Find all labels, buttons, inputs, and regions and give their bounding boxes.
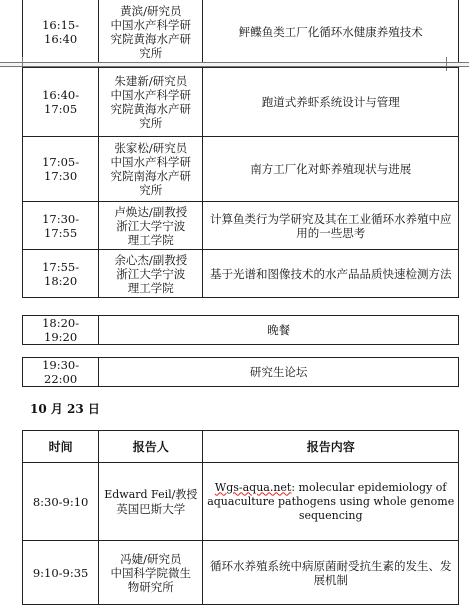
speaker-line: 余心杰/副教授 <box>114 252 188 267</box>
speaker-line: 究院黄海水产研 <box>110 31 192 46</box>
speaker-line: 中国水产科学研 <box>110 88 192 102</box>
speaker-line: 中国科学院微生 <box>110 565 192 580</box>
table-row <box>23 137 459 202</box>
topic-cell: 南方工厂化对虾养殖现状与进展 <box>203 137 459 202</box>
event-cell: 晚餐 <box>99 316 459 345</box>
speaker-line: 朱建新/研究员 <box>114 74 188 88</box>
speaker-cell <box>99 0 203 64</box>
speaker-line: 理工学院 <box>127 280 174 295</box>
topic-cell: 计算鱼类行为学研究及其在工业循环水养殖中应用的一些思考 <box>203 202 459 250</box>
time-cell: 17:30-17:55 <box>23 202 99 250</box>
speaker-cell <box>99 541 203 605</box>
schedule-table-top <box>22 0 459 64</box>
time-cell: 9:10-9:35 <box>23 541 99 605</box>
column-header-speaker: 报告人 <box>99 431 203 463</box>
speaker-line: 理工学院 <box>127 232 174 247</box>
column-header-time: 时间 <box>23 431 99 463</box>
speaker-line: 究所 <box>139 183 163 197</box>
topic-cell: 基于光谱和图像技术的水产品品质快速检测方法 <box>203 250 459 298</box>
time-cell: 16:15-16:40 <box>23 0 99 64</box>
time-cell: 17:05-17:30 <box>23 137 99 202</box>
speaker-cell <box>99 463 203 541</box>
speaker-line: 中国水产科学研 <box>110 155 192 169</box>
time-cell: 16:40-17:05 <box>23 68 99 137</box>
topic-cell: 循环水养殖系统中病原菌耐受抗生素的发生、发展机制 <box>203 541 459 605</box>
speaker-line: 浙江大学宁波 <box>116 218 186 233</box>
speaker-cell <box>99 137 203 202</box>
table-row <box>23 0 459 64</box>
topic-cell: 跑道式养虾系统设计与管理 <box>203 68 459 137</box>
table-row <box>23 541 459 605</box>
speaker-line: 究院黄海水产研 <box>110 102 192 116</box>
table-row <box>23 316 459 345</box>
speaker-line: 卢焕达/副教授 <box>114 204 188 219</box>
table-row <box>23 250 459 298</box>
topic-link-text: Wgs-aqua.net <box>214 480 292 494</box>
speaker-line: 究所 <box>139 45 163 60</box>
speaker-line: 物研究所 <box>127 579 174 594</box>
time-cell: 18:20-19:20 <box>23 316 99 345</box>
speaker-cell <box>99 68 203 137</box>
speaker-cell <box>99 250 203 298</box>
table-row <box>23 68 459 137</box>
date-heading: 10 月 23 日 <box>30 402 100 416</box>
speaker-line: Edward Feil/教授 <box>104 487 198 501</box>
topic-cell <box>203 463 459 541</box>
topic-text: : molecular epidemiology of aquaculture pathogens using whole genome sequencing <box>207 480 455 522</box>
speaker-line: 张家松/研究员 <box>114 141 188 155</box>
speaker-line: 浙江大学宁波 <box>116 266 186 281</box>
table-row <box>23 202 459 250</box>
event-cell: 研究生论坛 <box>99 358 459 387</box>
speaker-line: 英国巴斯大学 <box>116 501 186 516</box>
schedule-table-forum <box>22 357 459 387</box>
time-cell: 19:30-22:00 <box>23 358 99 387</box>
speaker-line: 究院南海水产研 <box>110 169 192 183</box>
column-header-topic: 报告内容 <box>203 431 459 463</box>
speaker-line: 究所 <box>139 116 163 130</box>
time-cell: 8:30-9:10 <box>23 463 99 541</box>
schedule-table-afternoon <box>22 67 459 298</box>
time-cell: 17:55-18:20 <box>23 250 99 298</box>
speaker-line: 中国水产科学研 <box>110 17 192 32</box>
table-header-row <box>23 431 459 463</box>
speaker-line: 黄滨/研究员 <box>120 3 182 18</box>
schedule-table-dinner <box>22 315 459 345</box>
schedule-table-day2 <box>22 430 459 605</box>
topic-cell: 鲆鲽鱼类工厂化循环水健康养殖技术 <box>203 0 459 64</box>
speaker-cell <box>99 202 203 250</box>
table-row <box>23 358 459 387</box>
speaker-line: 冯婕/研究员 <box>120 551 182 566</box>
table-row <box>23 463 459 541</box>
